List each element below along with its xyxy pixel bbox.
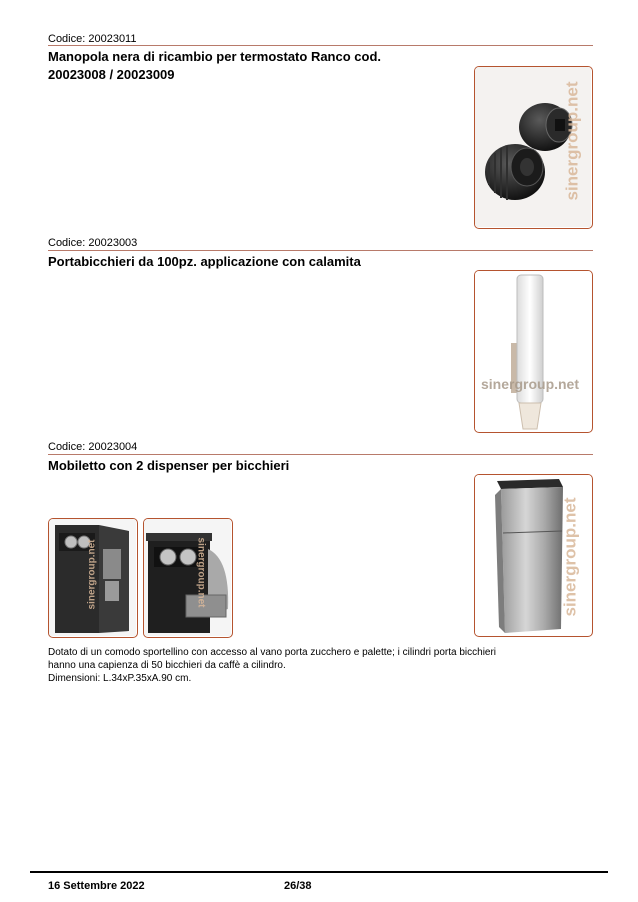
divider [48,45,593,46]
watermark-text: sinergroup.net [195,537,207,608]
product-code: Codice: 20023011 [48,33,137,45]
product-code: Codice: 20023003 [48,237,138,249]
product-code: Codice: 20023004 [48,441,138,453]
watermark-text: sinergroup.net [86,539,98,610]
watermark-text: sinergroup.net [562,81,582,201]
product-image-knob [474,66,593,229]
product-image-cabinet-interior [143,518,233,638]
footer-date: 16 Settembre 2022 [48,880,145,892]
product-title-line: Mobiletto con 2 dispenser per bicchieri [48,458,290,473]
page-number: 26/38 [284,880,312,892]
footer-divider [30,871,608,873]
description-line: hanno una capienza di 50 bicchieri da caffè a cilindro. [48,660,286,671]
cabinet-interior-illustration [144,519,231,636]
cup-holder-illustration [475,271,591,431]
product-image-cup-holder [474,270,593,433]
description-line: Dimensioni: L.34xP.35xA.90 cm. [48,673,192,684]
product-title [48,457,468,475]
watermark-text: sinergroup.net [560,497,580,617]
product-image-cabinet-open [48,518,138,638]
divider [48,454,593,455]
product-title [48,253,468,271]
product-title-line: 20023008 / 20023009 [48,67,175,82]
product-description [48,646,568,685]
product-title-line: Manopola nera di ricambio per termostato Ranco cod. [48,49,382,64]
description-line: Dotato di un comodo sportellino con accesso al vano porta zucchero e palette; i cilindri porta bicchieri [48,647,497,658]
watermark-text: sinergroup.net [481,376,580,392]
product-title-line: Portabicchieri da 100pz. applicazione con calamita [48,254,361,269]
product-image-cabinet [474,474,593,637]
product-title [48,48,468,84]
divider [48,250,593,251]
